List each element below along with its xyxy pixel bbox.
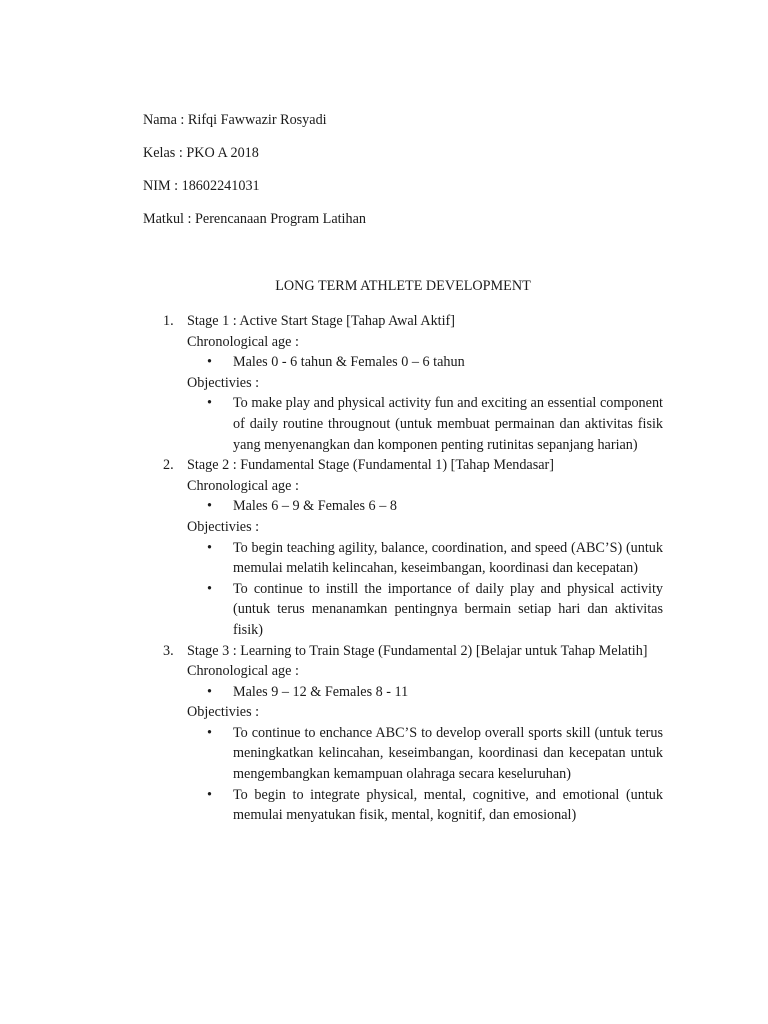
- course-name: Matkul : Perencanaan Program Latihan: [143, 211, 366, 227]
- stage-item: [143, 455, 663, 640]
- objectives-list: [187, 393, 663, 455]
- stage-item: [143, 311, 663, 455]
- objective-text: To continue to enchance ABC’S to develop overall sports skill (untuk terus meningkatkan kelincahan, keseimbangan, koordinasi dan kecepatan untuk mengembangkan kemampuan olahraga secara keseluruhan): [233, 724, 663, 783]
- age-list: [187, 496, 663, 517]
- stage-heading: Stage 1 : Active Start Stage [Tahap Awal Aktif]: [187, 313, 455, 329]
- age-text: Males 6 – 9 & Females 6 – 8: [233, 498, 397, 515]
- age-text: Males 0 - 6 tahun & Females 0 – 6 tahun: [233, 354, 465, 371]
- bullet-icon: •: [207, 580, 212, 597]
- objective-text: To make play and physical activity fun and exciting an essential component of daily routine througnout (untuk membuat permainan dan aktivitas fisik yang menyenangkan dan komponen penting rutinitas sepanjang harian): [233, 395, 663, 453]
- objective-item: [187, 538, 663, 579]
- objective-item: [187, 785, 663, 826]
- objective-text: To continue to instill the importance of daily play and physical activity (untuk terus menanamkan pentingnya bermain setiap hari dan aktivitas fisik): [233, 580, 663, 638]
- objective-text: To begin teaching agility, balance, coordination, and speed (ABC’S) (untuk memulai melatih kelincahan, keseimbangan, koordinasi dan kecepatan): [233, 539, 663, 577]
- objective-item: [187, 723, 663, 785]
- bullet-icon: •: [207, 354, 212, 371]
- stage-heading: Stage 3 : Learning to Train Stage (Fundamental 2) [Belajar untuk Tahap Melatih]: [187, 642, 648, 659]
- document-title: LONG TERM ATHLETE DEVELOPMENT: [275, 278, 531, 294]
- age-list: [187, 682, 663, 703]
- age-item: [187, 352, 663, 373]
- objectives-label: Objectivies :: [187, 704, 260, 721]
- bullet-icon: •: [207, 395, 212, 412]
- stage-list: [143, 311, 663, 826]
- stage-number: 3.: [163, 642, 174, 659]
- bullet-icon: •: [207, 683, 212, 700]
- stage-item: [143, 641, 663, 826]
- age-label: Chronological age :: [187, 333, 299, 350]
- objectives-label: Objectivies :: [187, 374, 260, 391]
- age-label: Chronological age :: [187, 663, 299, 680]
- objectives-label: Objectivies :: [187, 518, 260, 535]
- bullet-icon: •: [207, 724, 212, 741]
- age-item: [187, 496, 663, 517]
- stage-number: 1.: [163, 313, 174, 329]
- objective-text: To begin to integrate physical, mental, cognitive, and emotional (untuk memulai menyatukan fisik, mental, kognitif, dan emosional): [233, 786, 663, 824]
- objectives-list: [187, 538, 663, 641]
- bullet-icon: •: [207, 786, 212, 803]
- student-nim: NIM : 18602241031: [143, 178, 260, 194]
- objectives-list: [187, 723, 663, 826]
- age-list: [187, 352, 663, 373]
- bullet-icon: •: [207, 498, 212, 515]
- student-name: Nama : Rifqi Fawwazir Rosyadi: [143, 112, 327, 128]
- objective-item: [187, 393, 663, 455]
- age-label: Chronological age :: [187, 477, 299, 494]
- bullet-icon: •: [207, 539, 212, 556]
- age-text: Males 9 – 12 & Females 8 - 11: [233, 683, 409, 700]
- stage-number: 2.: [163, 457, 174, 474]
- age-item: [187, 682, 663, 703]
- stage-heading: Stage 2 : Fundamental Stage (Fundamental 1) [Tahap Mendasar]: [187, 457, 554, 474]
- student-class: Kelas : PKO A 2018: [143, 145, 259, 161]
- objective-item: [187, 579, 663, 641]
